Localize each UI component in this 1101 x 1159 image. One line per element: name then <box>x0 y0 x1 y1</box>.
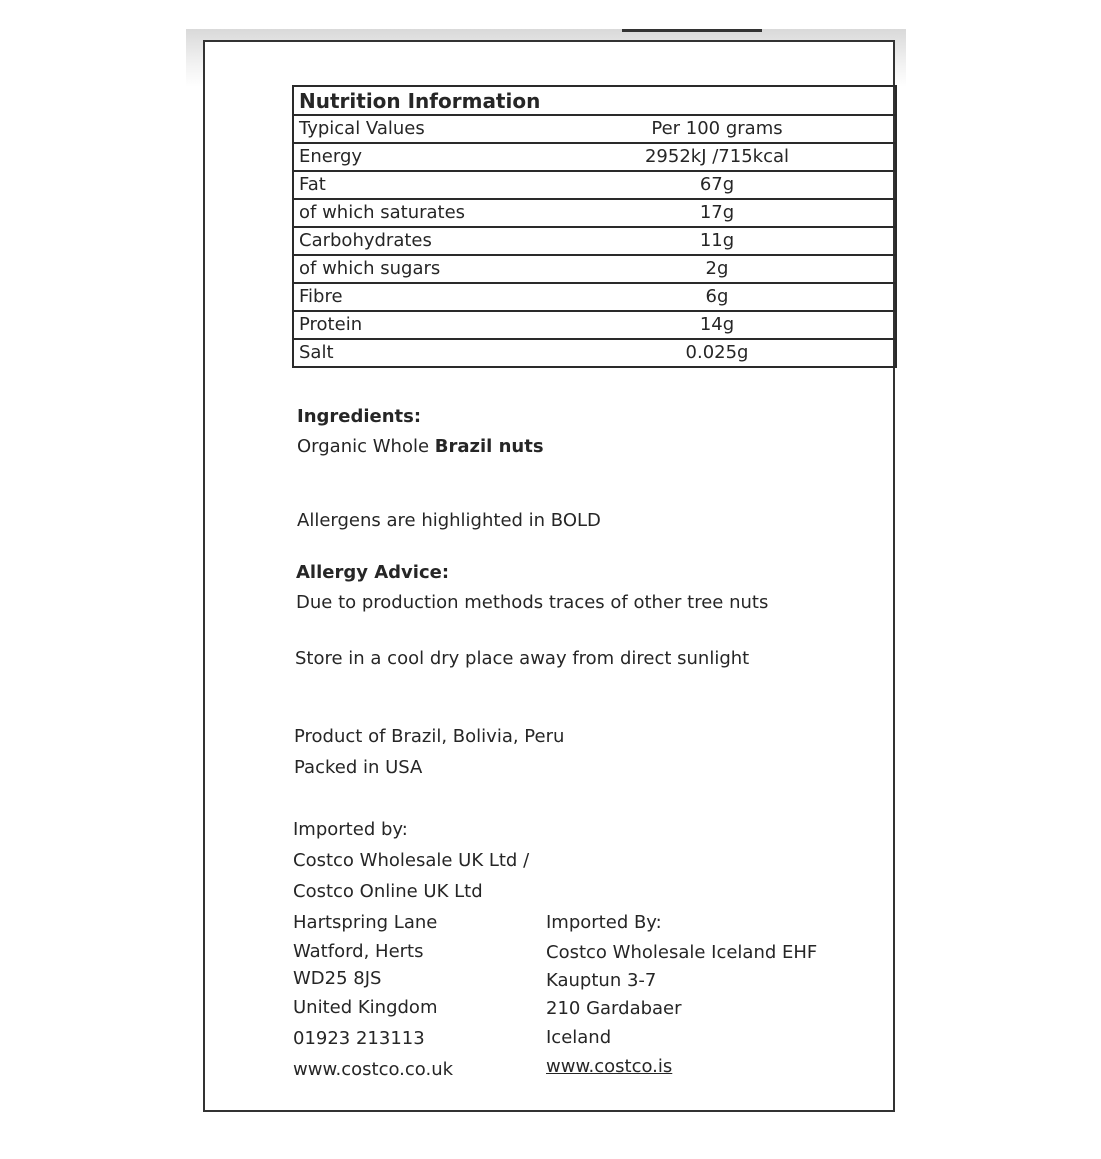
table-row <box>293 339 896 367</box>
importer-uk-website: www.costco.co.uk <box>293 1059 454 1080</box>
nutrient-label: Protein <box>293 311 629 339</box>
ingredients-heading: Ingredients: <box>297 406 422 427</box>
nutrition-title: Nutrition Information <box>293 86 896 115</box>
nutrient-value: 2g <box>629 255 896 283</box>
table-row <box>293 115 896 143</box>
packed-in: Packed in USA <box>294 757 423 778</box>
importer-iceland <box>546 907 817 1081</box>
importer-uk-line: 01923 213113 <box>293 1028 425 1049</box>
importer-uk-line: Hartspring Lane <box>293 912 438 933</box>
nutrient-value: 2952kJ /715kcal <box>629 143 896 171</box>
importer-uk-heading: Imported by: <box>293 819 408 840</box>
importer-iceland-line: Iceland <box>546 1027 612 1048</box>
importer-uk-line: Costco Wholesale UK Ltd / <box>293 850 530 871</box>
importer-uk-line: United Kingdom <box>293 997 438 1018</box>
table-row <box>293 171 896 199</box>
nutrient-label: Energy <box>293 143 629 171</box>
ingredients-plain: Organic Whole <box>297 436 435 457</box>
nutrient-value: 17g <box>629 199 896 227</box>
ingredients-allergen: Brazil nuts <box>434 436 544 457</box>
nutrient-value: 67g <box>629 171 896 199</box>
importer-iceland-heading: Imported By: <box>546 912 662 933</box>
importer-iceland-line: 210 Gardabaer <box>546 998 682 1019</box>
scan-mark <box>622 29 762 32</box>
table-row <box>293 311 896 339</box>
origin-section <box>294 721 564 783</box>
importer-iceland-line: Kauptun 3-7 <box>546 970 657 991</box>
allergy-advice-text: Due to production methods traces of other tree nuts <box>296 592 769 613</box>
nutrient-label: Fibre <box>293 283 629 311</box>
typical-values-label: Typical Values <box>293 115 629 143</box>
importer-uk-line: Costco Online UK Ltd <box>293 881 483 902</box>
per-100g-label: Per 100 grams <box>629 115 896 143</box>
table-row <box>293 283 896 311</box>
importer-uk-line: Watford, Herts <box>293 941 424 962</box>
table-row <box>293 227 896 255</box>
nutrient-label: of which sugars <box>293 255 629 283</box>
table-row <box>293 199 896 227</box>
nutrient-label: Carbohydrates <box>293 227 629 255</box>
nutrient-label: of which saturates <box>293 199 629 227</box>
nutrient-label: Fat <box>293 171 629 199</box>
importer-iceland-website[interactable]: www.costco.is <box>546 1056 673 1077</box>
allergy-advice-section <box>296 558 768 618</box>
allergy-advice-heading: Allergy Advice: <box>296 562 450 583</box>
nutrient-label: Salt <box>293 339 629 367</box>
importer-iceland-line: Costco Wholesale Iceland EHF <box>546 942 818 963</box>
product-of: Product of Brazil, Bolivia, Peru <box>294 726 565 747</box>
nutrient-value: 6g <box>629 283 896 311</box>
nutrient-value: 0.025g <box>629 339 896 367</box>
importer-uk-line: WD25 8JS <box>293 968 382 989</box>
nutrient-value: 11g <box>629 227 896 255</box>
nutrition-table <box>292 85 897 368</box>
ingredients-text <box>297 432 544 462</box>
importer-uk <box>293 814 529 1085</box>
nutrition-title-row <box>293 86 896 115</box>
nutrient-value: 14g <box>629 311 896 339</box>
table-row <box>293 255 896 283</box>
table-row <box>293 143 896 171</box>
ingredients-section <box>297 402 544 462</box>
storage-instructions: Store in a cool dry place away from direct sunlight <box>295 648 750 669</box>
allergens-note: Allergens are highlighted in BOLD <box>297 510 601 531</box>
